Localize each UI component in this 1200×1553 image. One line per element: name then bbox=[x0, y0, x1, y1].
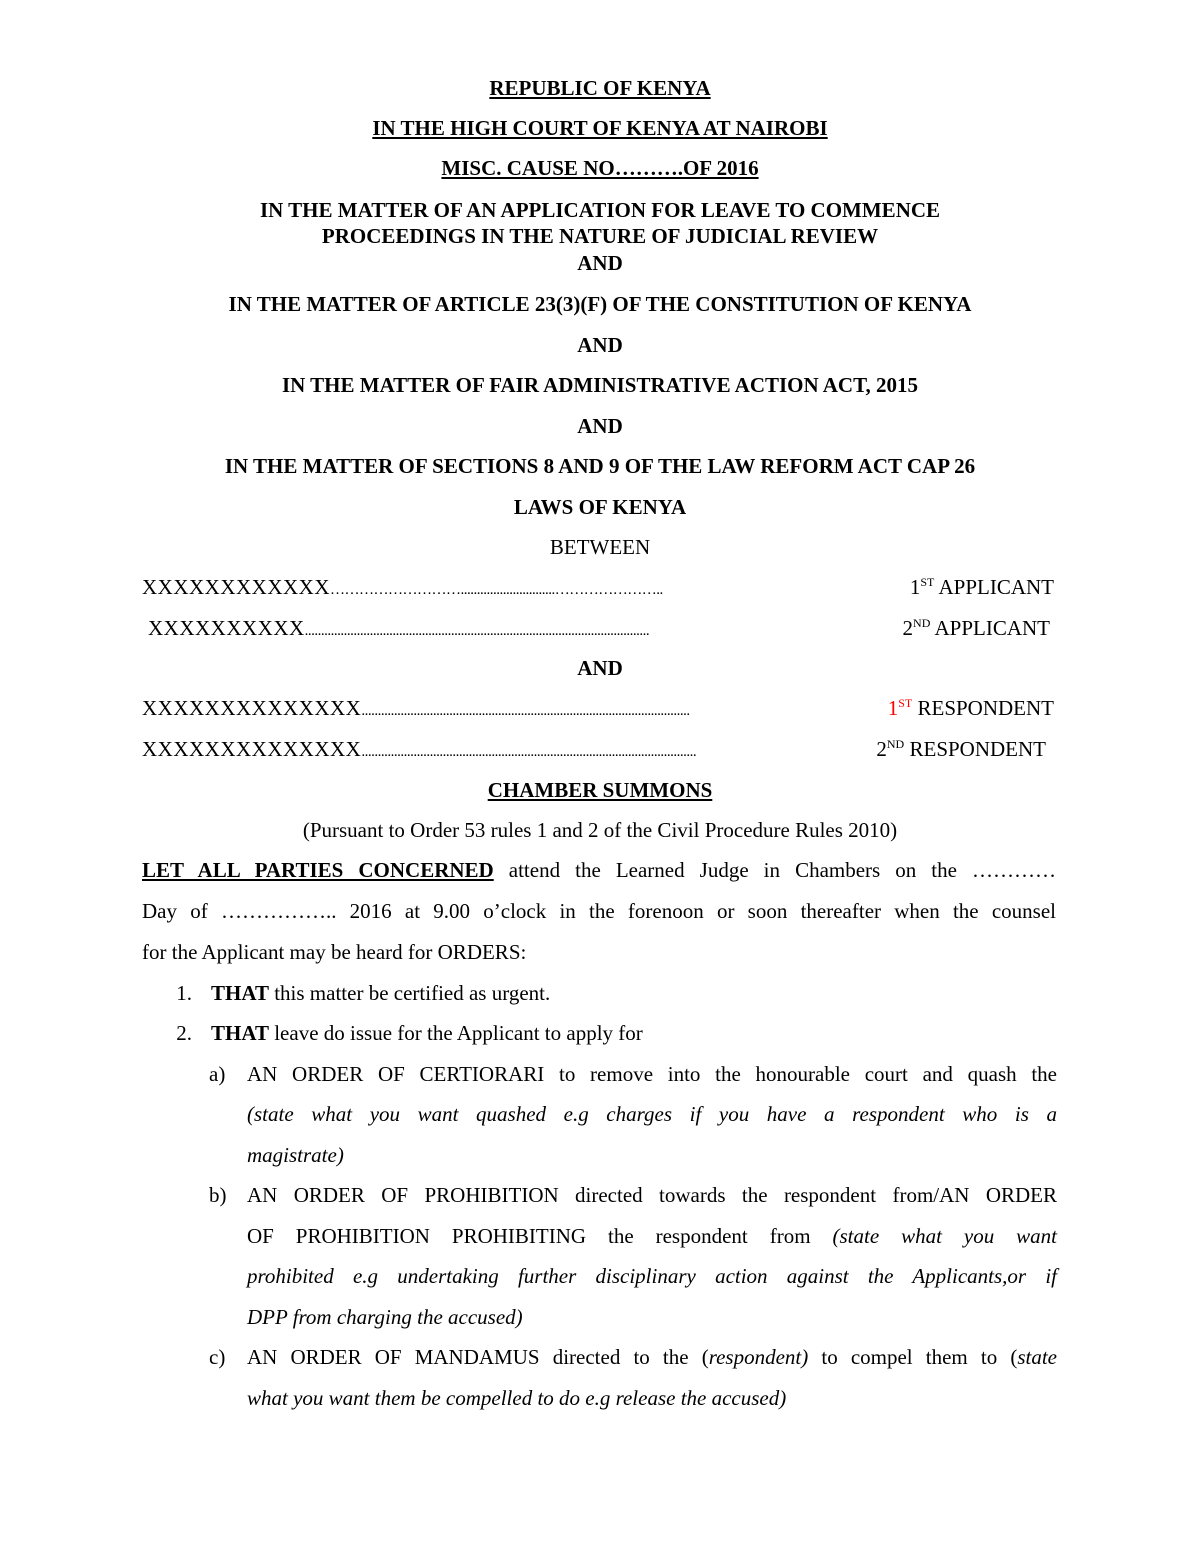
order-bold: THAT bbox=[211, 1021, 269, 1045]
sub-order-b-line1: AN ORDER OF PROHIBITION directed towards the respondent from/AN ORDER bbox=[247, 1183, 1057, 1207]
party-name: XXXXXXXXXXXXXX bbox=[142, 696, 362, 720]
party-role-label: RESPONDENT bbox=[917, 696, 1054, 720]
party-role bbox=[903, 616, 1050, 640]
between-label: BETWEEN bbox=[549, 535, 651, 559]
party-respondent-2 bbox=[142, 737, 1046, 764]
sub-order-c-italic-b: state bbox=[1017, 1345, 1057, 1369]
party-ordinal-suffix: ND bbox=[886, 737, 905, 751]
cause-number: MISC. CAUSE NO……….OF 2016 bbox=[441, 156, 759, 180]
dot-leader: .......................................................................................................... bbox=[304, 623, 650, 639]
party-applicant-2 bbox=[148, 616, 1050, 643]
court-heading: IN THE HIGH COURT OF KENYA AT NAIROBI bbox=[372, 116, 828, 140]
party-ordinal-suffix: ST bbox=[898, 696, 913, 710]
party-role-label: APPLICANT bbox=[938, 575, 1054, 599]
sub-order-a-line3: magistrate) bbox=[247, 1143, 344, 1167]
sub-order-b-line2-italic: (state what you want bbox=[832, 1224, 1057, 1248]
matter1-line1: IN THE MATTER OF AN APPLICATION FOR LEAVE TO COMMENCE bbox=[259, 198, 941, 222]
intro-line-3: for the Applicant may be heard for ORDERS: bbox=[142, 940, 527, 964]
intro-line-2: Day of …………….. 2016 at 9.00 o’clock in the forenoon or soon thereafter when the counsel bbox=[142, 899, 1056, 923]
party-ordinal: 2 bbox=[902, 616, 914, 640]
intro-rest: attend the Learned Judge in Chambers on the ………… bbox=[508, 858, 1057, 882]
party-ordinal: 1 bbox=[887, 696, 899, 720]
dot-leader: ....................................................................................................... bbox=[361, 744, 697, 760]
and-1: AND bbox=[577, 251, 623, 275]
and-3: AND bbox=[577, 414, 623, 438]
sub-order-c-line2: what you want them be compelled to do e.g release the accused) bbox=[247, 1386, 787, 1410]
chamber-summons-title: CHAMBER SUMMONS bbox=[487, 778, 713, 802]
party-role bbox=[876, 737, 1046, 761]
order-1 bbox=[211, 981, 550, 1005]
party-role bbox=[888, 696, 1054, 720]
party-role-label: RESPONDENT bbox=[909, 737, 1046, 761]
republic-heading: REPUBLIC OF KENYA bbox=[489, 76, 711, 100]
sub-order-b-line3: prohibited e.g undertaking further disciplinary action against the Applicants,or if bbox=[247, 1264, 1057, 1288]
order-number: 1. bbox=[176, 981, 192, 1005]
order-2 bbox=[211, 1021, 643, 1045]
party-ordinal: 1 bbox=[909, 575, 921, 599]
sub-order-c-italic-a: respondent) bbox=[708, 1345, 809, 1369]
party-role bbox=[910, 575, 1054, 599]
party-ordinal: 2 bbox=[876, 737, 887, 761]
order-number: 2. bbox=[176, 1021, 192, 1045]
intro-line-1 bbox=[142, 858, 1056, 882]
party-name: XXXXXXXXXXXXXX bbox=[142, 737, 362, 761]
matter1-line2: PROCEEDINGS IN THE NATURE OF JUDICIAL REVIEW bbox=[321, 224, 879, 248]
sub-order-a-line2: (state what you want quashed e.g charges if you have a respondent who is a bbox=[247, 1102, 1057, 1126]
dot-leader: ……………………….............................………………….. bbox=[330, 582, 663, 598]
party-applicant-1 bbox=[142, 575, 1054, 602]
matter2: IN THE MATTER OF ARTICLE 23(3)(F) OF THE CONSTITUTION OF KENYA bbox=[228, 292, 972, 316]
sub-order-c-plain-a: AN ORDER OF MANDAMUS directed to the ( bbox=[247, 1345, 709, 1369]
and-parties: AND bbox=[577, 656, 623, 680]
matter4-line2: LAWS OF KENYA bbox=[513, 495, 687, 519]
sub-order-a-label: a) bbox=[209, 1062, 226, 1086]
sub-order-c-label: c) bbox=[209, 1345, 226, 1369]
party-name: XXXXXXXXXX bbox=[148, 616, 305, 640]
intro-bold: LET ALL PARTIES CONCERNED bbox=[142, 858, 494, 882]
order-text: this matter be certified as urgent. bbox=[274, 981, 551, 1005]
party-role-label: APPLICANT bbox=[934, 616, 1050, 640]
party-name: XXXXXXXXXXXX bbox=[142, 575, 330, 599]
matter4-line1: IN THE MATTER OF SECTIONS 8 AND 9 OF THE LAW REFORM ACT CAP 26 bbox=[224, 454, 976, 478]
matter3: IN THE MATTER OF FAIR ADMINISTRATIVE ACTION ACT, 2015 bbox=[281, 373, 919, 397]
sub-order-a-line1: AN ORDER OF CERTIORARI to remove into the honourable court and quash the bbox=[247, 1062, 1057, 1086]
sub-order-b-label: b) bbox=[209, 1183, 227, 1207]
dot-leader: ..................................................................................................... bbox=[361, 703, 690, 719]
pursuant-note: (Pursuant to Order 53 rules 1 and 2 of the Civil Procedure Rules 2010) bbox=[302, 818, 898, 842]
sub-order-b-line2 bbox=[247, 1224, 1057, 1248]
party-respondent-1 bbox=[142, 696, 1054, 723]
order-bold: THAT bbox=[211, 981, 269, 1005]
and-2: AND bbox=[577, 333, 623, 357]
order-text: leave do issue for the Applicant to apply for bbox=[274, 1021, 643, 1045]
sub-order-b-line2-plain: OF PROHIBITION PROHIBITING the respondent from bbox=[247, 1224, 811, 1248]
party-ordinal-suffix: ST bbox=[920, 575, 935, 589]
sub-order-c-line1 bbox=[247, 1345, 1057, 1369]
sub-order-c-plain-b: to compel them to ( bbox=[821, 1345, 1018, 1369]
sub-order-b-line4: DPP from charging the accused) bbox=[247, 1305, 523, 1329]
party-ordinal-suffix: ND bbox=[913, 616, 931, 630]
